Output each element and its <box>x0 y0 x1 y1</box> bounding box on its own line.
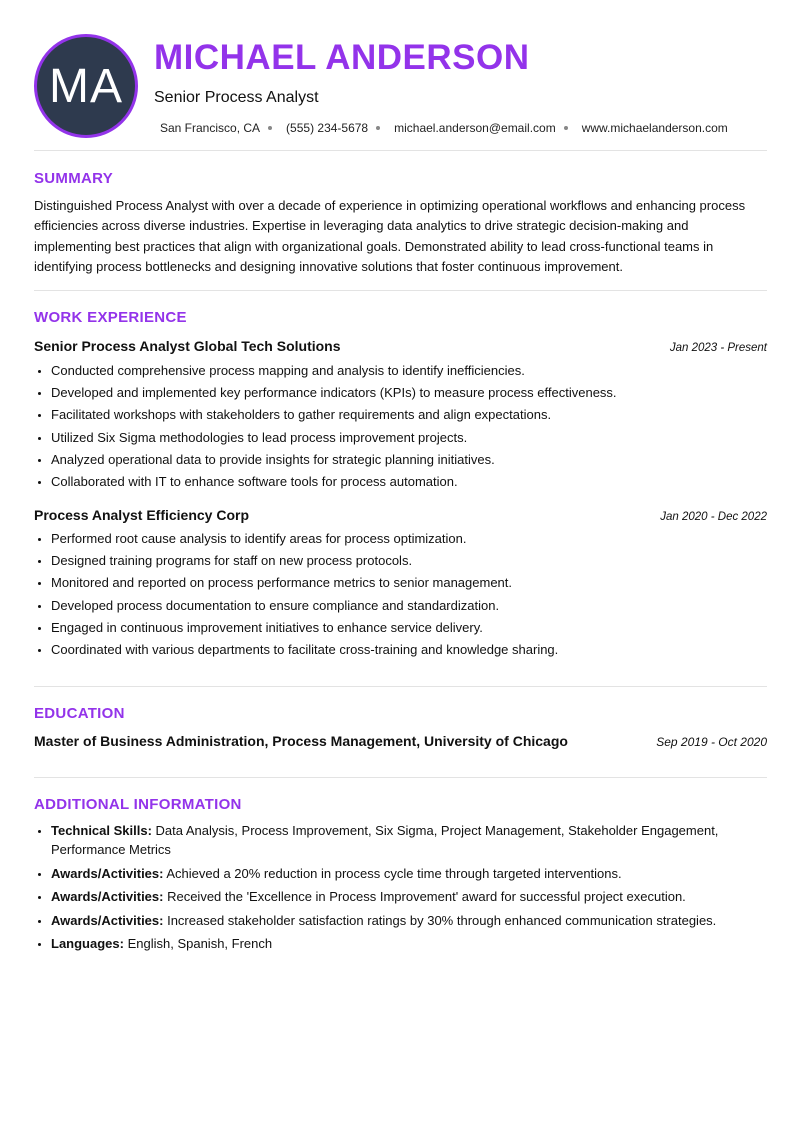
list-item: • Developed and implemented key performance indicators (KPIs) to measure process effectiveness. <box>51 384 767 406</box>
list-item: • Utilized Six Sigma methodologies to lead process improvement projects. <box>51 429 767 451</box>
contact-phone: (555) 234-5678 <box>286 121 369 135</box>
divider <box>34 290 767 291</box>
list-item: • Coordinated with various departments to facilitate cross-training and knowledge sharing. <box>51 641 767 663</box>
list-item <box>51 934 767 953</box>
job-position: Senior Process Analyst Global Tech Solutions <box>34 338 341 354</box>
item-text: Data Analysis, Process Improvement, Six Sigma, Project Management, Stakeholder Engagement, Performance Metrics <box>51 823 719 857</box>
item-label: Technical Skills: <box>51 823 152 838</box>
avatar-initials: MA <box>49 59 123 113</box>
item-text: Received the 'Excellence in Process Improvement' award for successful project execution. <box>163 889 686 904</box>
list-item: • Collaborated with IT to enhance software tools for process automation. <box>51 473 767 495</box>
contact-bar <box>160 120 728 136</box>
list-item <box>51 887 767 906</box>
education-entry <box>34 733 767 749</box>
candidate-name: MICHAEL ANDERSON <box>154 38 530 77</box>
list-item: • Analyzed operational data to provide insights for strategic planning initiatives. <box>51 451 767 473</box>
avatar <box>34 34 138 138</box>
job-entry-header <box>34 507 767 523</box>
item-text: English, Spanish, French <box>123 936 273 951</box>
list-item <box>51 821 767 859</box>
list-item: • Facilitated workshops with stakeholders to gather requirements and align expectations. <box>51 406 767 428</box>
item-label: Languages: <box>51 936 124 951</box>
work-experience-heading: WORK EXPERIENCE <box>34 309 187 326</box>
job-title: Senior Process Analyst <box>154 89 319 106</box>
item-text: Achieved a 20% reduction in process cycle time through targeted interventions. <box>163 865 622 881</box>
list-item: • Conducted comprehensive process mapping and analysis to identify inefficiencies. <box>51 362 767 384</box>
additional-info-heading: ADDITIONAL INFORMATION <box>34 796 242 813</box>
divider <box>34 777 767 778</box>
item-label: Awards/Activities: <box>51 912 164 928</box>
item-label: Awards/Activities: <box>51 889 164 904</box>
separator-dot-icon <box>268 126 272 130</box>
list-item <box>51 864 767 883</box>
education-heading: EDUCATION <box>34 705 125 722</box>
divider <box>34 686 767 687</box>
list-item: • Performed root cause analysis to identify areas for process optimization. <box>51 530 767 552</box>
job-dates: Jan 2023 - Present <box>669 342 767 354</box>
item-text: Increased stakeholder satisfaction ratings by 30% through enhanced communication strategies. <box>163 912 717 928</box>
summary-text: Distinguished Process Analyst with over a decade of experience in optimizing operational workflows and enhancing process efficiencies across diverse industries. Expertise in leveraging data analytics to drive strategic decision-making and implementing best practices that align with organizational goals. Demonstrated ability to lead cross-functional teams in identifying process bottlenecks and designing innovative solutions that foster continuous improvement. <box>34 198 746 274</box>
list-item: • Monitored and reported on process performance metrics to senior management. <box>51 574 767 596</box>
item-label: Awards/Activities: <box>51 865 164 881</box>
list-item: • Engaged in continuous improvement initiatives to enhance service delivery. <box>51 619 767 641</box>
job-dates: Jan 2020 - Dec 2022 <box>660 511 767 523</box>
divider <box>34 150 767 151</box>
job-position: Process Analyst Efficiency Corp <box>34 507 250 523</box>
list-item: • Designed training programs for staff on new process protocols. <box>51 552 767 574</box>
job-responsibilities <box>34 362 767 495</box>
contact-location: San Francisco, CA <box>160 121 261 135</box>
contact-email[interactable]: michael.anderson@email.com <box>394 121 556 135</box>
additional-info-list <box>34 821 767 958</box>
list-item: • Developed process documentation to ensure compliance and standardization. <box>51 597 767 619</box>
job-responsibilities <box>34 530 767 663</box>
degree: Master of Business Administration, Process Management, University of Chicago <box>34 733 568 749</box>
job-entry-header <box>34 338 767 354</box>
summary-heading: SUMMARY <box>34 170 114 187</box>
separator-dot-icon <box>376 126 380 130</box>
contact-website[interactable]: www.michaelanderson.com <box>581 121 728 135</box>
separator-dot-icon <box>564 126 568 130</box>
education-dates: Sep 2019 - Oct 2020 <box>656 735 767 749</box>
list-item <box>51 911 767 930</box>
